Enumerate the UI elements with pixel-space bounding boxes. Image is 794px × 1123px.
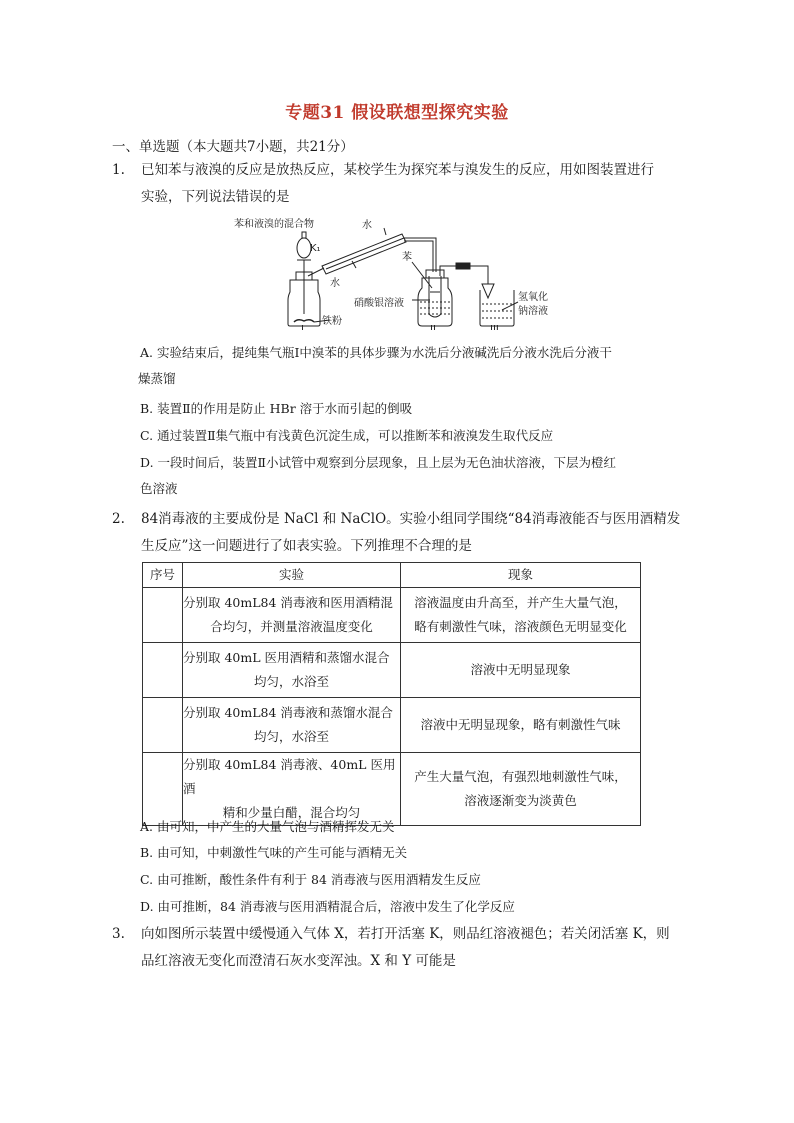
label-k1: K₁: [310, 243, 321, 254]
cell-line: 溶液中无明显现象: [470, 662, 571, 677]
question-3: [112, 921, 692, 975]
cell-line: 均匀，水浴至: [253, 729, 329, 744]
cell-line: 分别取 40mL84 消毒液、40mL 医用酒: [183, 757, 396, 796]
cell-no: [143, 643, 183, 698]
label-naoh-1: 氢氧化: [518, 292, 548, 303]
label-iron: 铁粉: [322, 316, 342, 327]
label-mixture: 苯和液溴的混合物: [234, 219, 314, 230]
option-c: C. 由可推断，酸性条件有利于 84 消毒液与医用酒精发生反应: [140, 872, 481, 887]
option-line: 色溶液: [140, 481, 178, 496]
question-2: [112, 506, 692, 560]
cell-line: 溶液逐渐变为淡黄色: [464, 793, 577, 808]
table-row: [143, 698, 641, 753]
question-1: [112, 157, 692, 211]
cell-observation: [401, 643, 641, 698]
stem-line: 已知苯与液溴的反应是放热反应，某校学生为探究苯与溴发生的反应，用如图装置进行: [141, 162, 654, 178]
cell-observation: [401, 588, 641, 643]
cell-line: 均匀，水浴至: [253, 674, 329, 689]
cell-experiment: [183, 698, 401, 753]
cell-line: 分别取 40mL 医用酒精和蒸馏水混合: [183, 650, 390, 665]
question-stem: [141, 157, 692, 211]
section-heading: 一、单选题（本大题共7小题，共21分）: [112, 139, 354, 155]
label-flask-2: II: [430, 324, 436, 330]
option-a: [140, 340, 685, 392]
label-flask-1: I: [301, 324, 304, 330]
apparatus-diagram: [226, 214, 586, 330]
option-line: D. 一段时间后，装置Ⅱ小试管中观察到分层现象，且上层为无色油状溶液，下层为橙红: [140, 455, 617, 470]
label-naoh-2: 钠溶液: [518, 306, 548, 317]
label-water-bottom: 水: [330, 278, 340, 289]
question-stem: [141, 506, 692, 560]
table-header-row: [143, 563, 641, 588]
cell-observation: [401, 698, 641, 753]
question-stem: [141, 921, 692, 975]
header-experiment: 实验: [183, 563, 401, 588]
question-number: 3.: [112, 926, 125, 942]
header-no: 序号: [143, 563, 183, 588]
question-number: 1.: [112, 162, 125, 178]
cell-line: 溶液温度由升高至，并产生大量气泡，: [414, 595, 627, 610]
page-title: 专题31 假设联想型探究实验: [285, 103, 509, 123]
table-row: [143, 588, 641, 643]
stem-line: 生反应”这一问题进行了如表实验。下列推理不合理的是: [141, 538, 472, 554]
label-water-top: 水: [362, 220, 372, 231]
cell-line: 分别取 40mL84 消毒液和蒸馏水混合: [183, 705, 393, 720]
option-b: B. 由可知，中刺激性气味的产生可能与酒精无关: [140, 845, 408, 860]
label-benzene: 苯: [402, 252, 412, 263]
option-line: 燥蒸馏: [138, 371, 176, 386]
cell-experiment: [183, 643, 401, 698]
label-agno3: 硝酸银溶液: [354, 298, 404, 309]
option-d: [140, 450, 685, 502]
label-flask-3: III: [490, 324, 499, 330]
option-c: C. 通过装置Ⅱ集气瓶中有浅黄色沉淀生成，可以推断苯和液溴发生取代反应: [140, 428, 554, 443]
cell-line: 分别取 40mL84 消毒液和医用酒精混: [183, 595, 393, 610]
stem-line: 品红溶液无变化而澄清石灰水变浑浊。X 和 Y 可能是: [141, 953, 456, 969]
cell-line: 略有刺激性气味，溶液颜色无明显变化: [414, 619, 627, 634]
option-a: A. 由可知，中产生的大量气泡与酒精挥发无关: [140, 819, 395, 834]
cell-no: [143, 588, 183, 643]
cell-line: 精和少量白醋，混合均匀: [222, 805, 361, 820]
experiment-table: [142, 562, 641, 826]
table-row: [143, 643, 641, 698]
cell-line: 合均匀，并测量溶液温度变化: [210, 619, 373, 634]
stem-line: 实验，下列说法错误的是: [141, 189, 290, 205]
stem-line: 84消毒液的主要成份是 NaCl 和 NaClO。实验小组同学围绕“84消毒液能否与医用酒精发: [141, 511, 681, 527]
apparatus-figure: [226, 214, 586, 330]
option-line: A. 实验结束后，提纯集气瓶Ⅰ中溴苯的具体步骤为水洗后分液碱洗后分液水洗后分液干: [140, 345, 612, 360]
cell-line: 产生大量气泡，有强烈地刺激性气味，: [414, 769, 627, 784]
option-b: B. 装置Ⅱ的作用是防止 HBr 溶于水而引起的倒吸: [140, 401, 413, 416]
option-d: D. 由可推断，84 消毒液与医用酒精混合后，溶液中发生了化学反应: [140, 899, 515, 914]
cell-line: 溶液中无明显现象，略有刺激性气味: [420, 717, 621, 732]
question-number: 2.: [112, 511, 125, 527]
cell-no: [143, 698, 183, 753]
header-observation: 现象: [401, 563, 641, 588]
cell-experiment: [183, 588, 401, 643]
stem-line: 向如图所示装置中缓慢通入气体 X，若打开活塞 K，则品红溶液褪色；若关闭活塞 K，则: [141, 926, 670, 942]
